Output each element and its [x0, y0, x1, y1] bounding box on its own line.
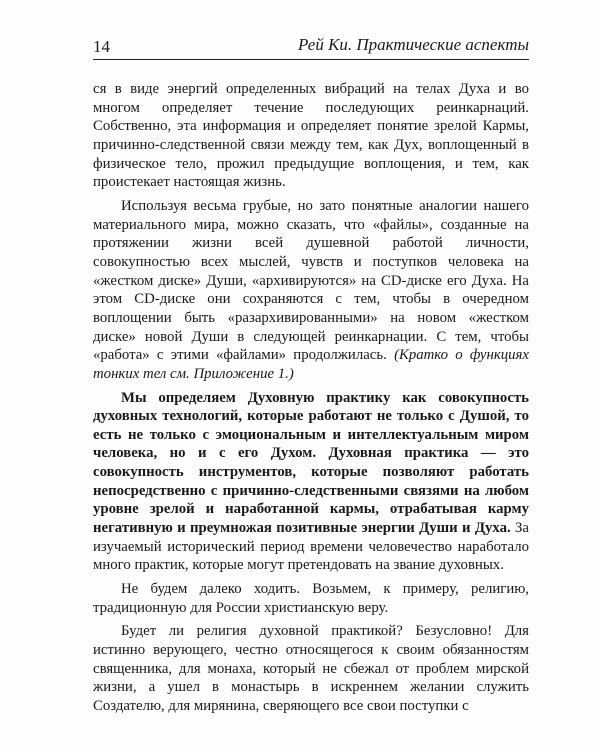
page-number: 14 [93, 37, 110, 56]
paragraph-4: Не будем далеко ходить. Возьмем, к примеру, религию, традиционную для России христианскую веру. [93, 581, 529, 616]
appendix-reference: (Кратко о функциях тонких тел см. Приложение 1.) [93, 347, 529, 382]
body-text [93, 80, 529, 716]
page-header [93, 33, 529, 60]
paragraph-3 [93, 389, 529, 576]
running-title: Рей Ки. Практические аспекты [298, 35, 529, 54]
paragraph-2-text: Используя весьма грубые, но зато понятные аналогии нашего материального мира, можно сказать, что «файлы», созданные на протяжении жизни всей душевной работой личности, совокупностью всех мыслей, чувств и поступков человека на «жестком диске» Души, «архивируются» на CD-диске его Духа. На этом CD-диске они сохраняются с тем, чтобы в очередном воплощении быть «разархивированными» на новом «жестком диске» новой Души в следующей реинкарнации. С тем, чтобы «работа» с этими «файлами» продолжилась. [93, 197, 529, 364]
paragraph-5: Будет ли религия духовной практикой? Безусловно! Для истинно верующего, честно относящегося к своим обязанностям священника, для монаха, который не сбежал от проблем мирской жизни, а ушел в монастырь в искреннем желании служить Создателю, для мирянина, сверяющего все свои поступки с [93, 623, 529, 714]
paragraph-2 [93, 197, 529, 384]
paragraph-1: ся в виде энергий определенных вибраций на телах Духа и во многом определяет течение последующих реинкарнаций. Собственно, эта информация и определяет понятие зрелой Кармы, причинно-следственной связи между тем, как Дух, воплощенный в физическое тело, прожил предыдущие воплощения, и тем, как проистекает настоящая жизнь. [93, 81, 529, 191]
spiritual-practice-definition: Мы определяем Духовную практику как совокупность духовных технологий, которые работают не только с Душой, то есть не только с эмоциональным и интеллектуальным миром человека, но и с его Духом. Духовная практика — это совокупность инструментов, которые позволяют работать непосредственно с причинно-следственными связями на любом уровне зрелой и наработанной кармы, отрабатывая карму негативную и преумножая позитивные энергии Души и Духа. [93, 389, 529, 537]
paragraph-3-text: За изучаемый исторический период времени человечество наработало много практик, которые могут претендовать на звание духовных. [93, 520, 529, 574]
